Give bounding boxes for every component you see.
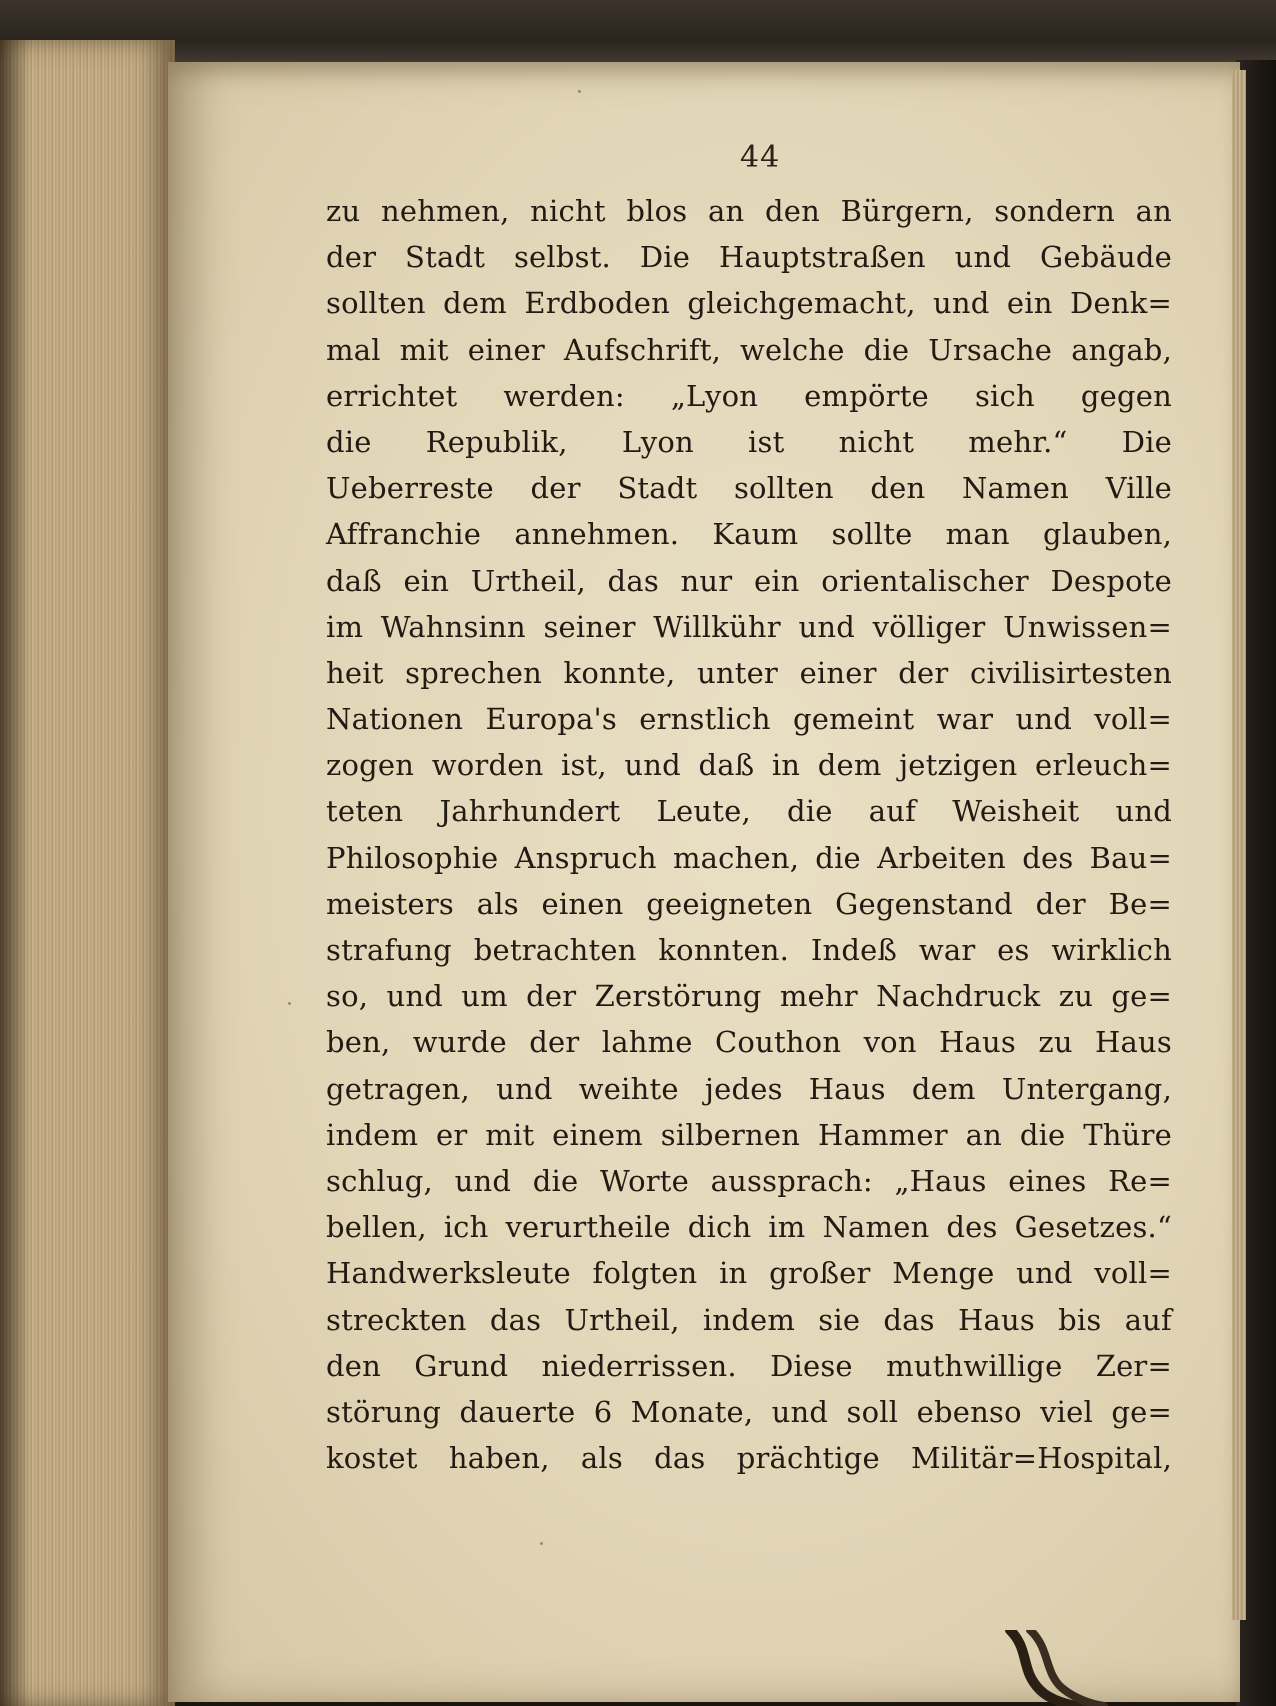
left-page-stack <box>0 40 175 1706</box>
text-line: daß ein Urtheil, das nur ein orientalischer Despote <box>326 563 1172 598</box>
text-line: sollten dem Erdboden gleichgemacht, und ein Denk= <box>326 286 1172 321</box>
text-line: zogen worden ist, und daß in dem jetzigen erleuch= <box>326 748 1172 783</box>
text-line: Ueberreste der Stadt sollten den Namen Ville <box>326 471 1172 506</box>
page-number: 44 <box>740 140 781 175</box>
text-line: streckten das Urtheil, indem sie das Haus bis auf <box>326 1302 1172 1337</box>
text-line: kostet haben, als das prächtige Militär=Hospital, <box>326 1441 1172 1476</box>
text-line: den Grund niederrissen. Diese muthwillige Zer= <box>326 1348 1172 1383</box>
text-line: heit sprechen konnte, unter einer der civilisirtesten <box>326 655 1172 690</box>
text-line: bellen, ich verurtheile dich im Namen des Gesetzes.“ <box>326 1210 1172 1245</box>
text-line: getragen, und weihte jedes Haus dem Untergang, <box>326 1071 1172 1106</box>
text-line: teten Jahrhundert Leute, die auf Weisheit und <box>326 794 1172 829</box>
book-cover-top <box>0 0 1276 70</box>
text-line: mal mit einer Aufschrift, welche die Ursache angab, <box>326 332 1172 367</box>
body-text <box>326 188 1172 1481</box>
text-line: so, und um der Zerstörung mehr Nachdruck zu ge= <box>326 979 1172 1014</box>
text-line: Handwerksleute folgten in großer Menge und voll= <box>326 1256 1172 1291</box>
bookmark-ribbon <box>1000 1630 1120 1706</box>
text-line: strafung betrachten konnten. Indeß war es wirklich <box>326 933 1172 967</box>
text-line: Nationen Europa's ernstlich gemeint war und voll= <box>326 702 1172 737</box>
text-line: Affranchie annehmen. Kaum sollte man glauben, <box>326 517 1172 552</box>
text-line: zu nehmen, nicht blos an den Bürgern, sondern an <box>326 194 1172 228</box>
text-line: der Stadt selbst. Die Hauptstraßen und Gebäude <box>326 240 1172 275</box>
text-line: ben, wurde der lahme Couthon von Haus zu Haus <box>326 1025 1172 1060</box>
text-line: errichtet werden: „Lyon empörte sich gegen <box>326 378 1172 413</box>
text-line: Philosophie Anspruch machen, die Arbeiten des Bau= <box>326 840 1172 875</box>
right-page-edge <box>1232 70 1246 1620</box>
paper-speck <box>288 1002 291 1005</box>
text-line: störung dauerte 6 Monate, und soll ebenso viel ge= <box>326 1394 1172 1429</box>
text-line: indem er mit einem silbernen Hammer an die Thüre <box>326 1117 1172 1152</box>
text-line: die Republik, Lyon ist nicht mehr.“ Die <box>326 424 1172 459</box>
text-line: meisters als einen geeigneten Gegenstand der Be= <box>326 886 1172 921</box>
text-line: im Wahnsinn seiner Willkühr und völliger Unwissen= <box>326 609 1172 644</box>
paper-speck <box>578 90 581 93</box>
text-line: schlug, und die Worte aussprach: „Haus eines Re= <box>326 1163 1172 1198</box>
paper-speck <box>540 1542 543 1545</box>
